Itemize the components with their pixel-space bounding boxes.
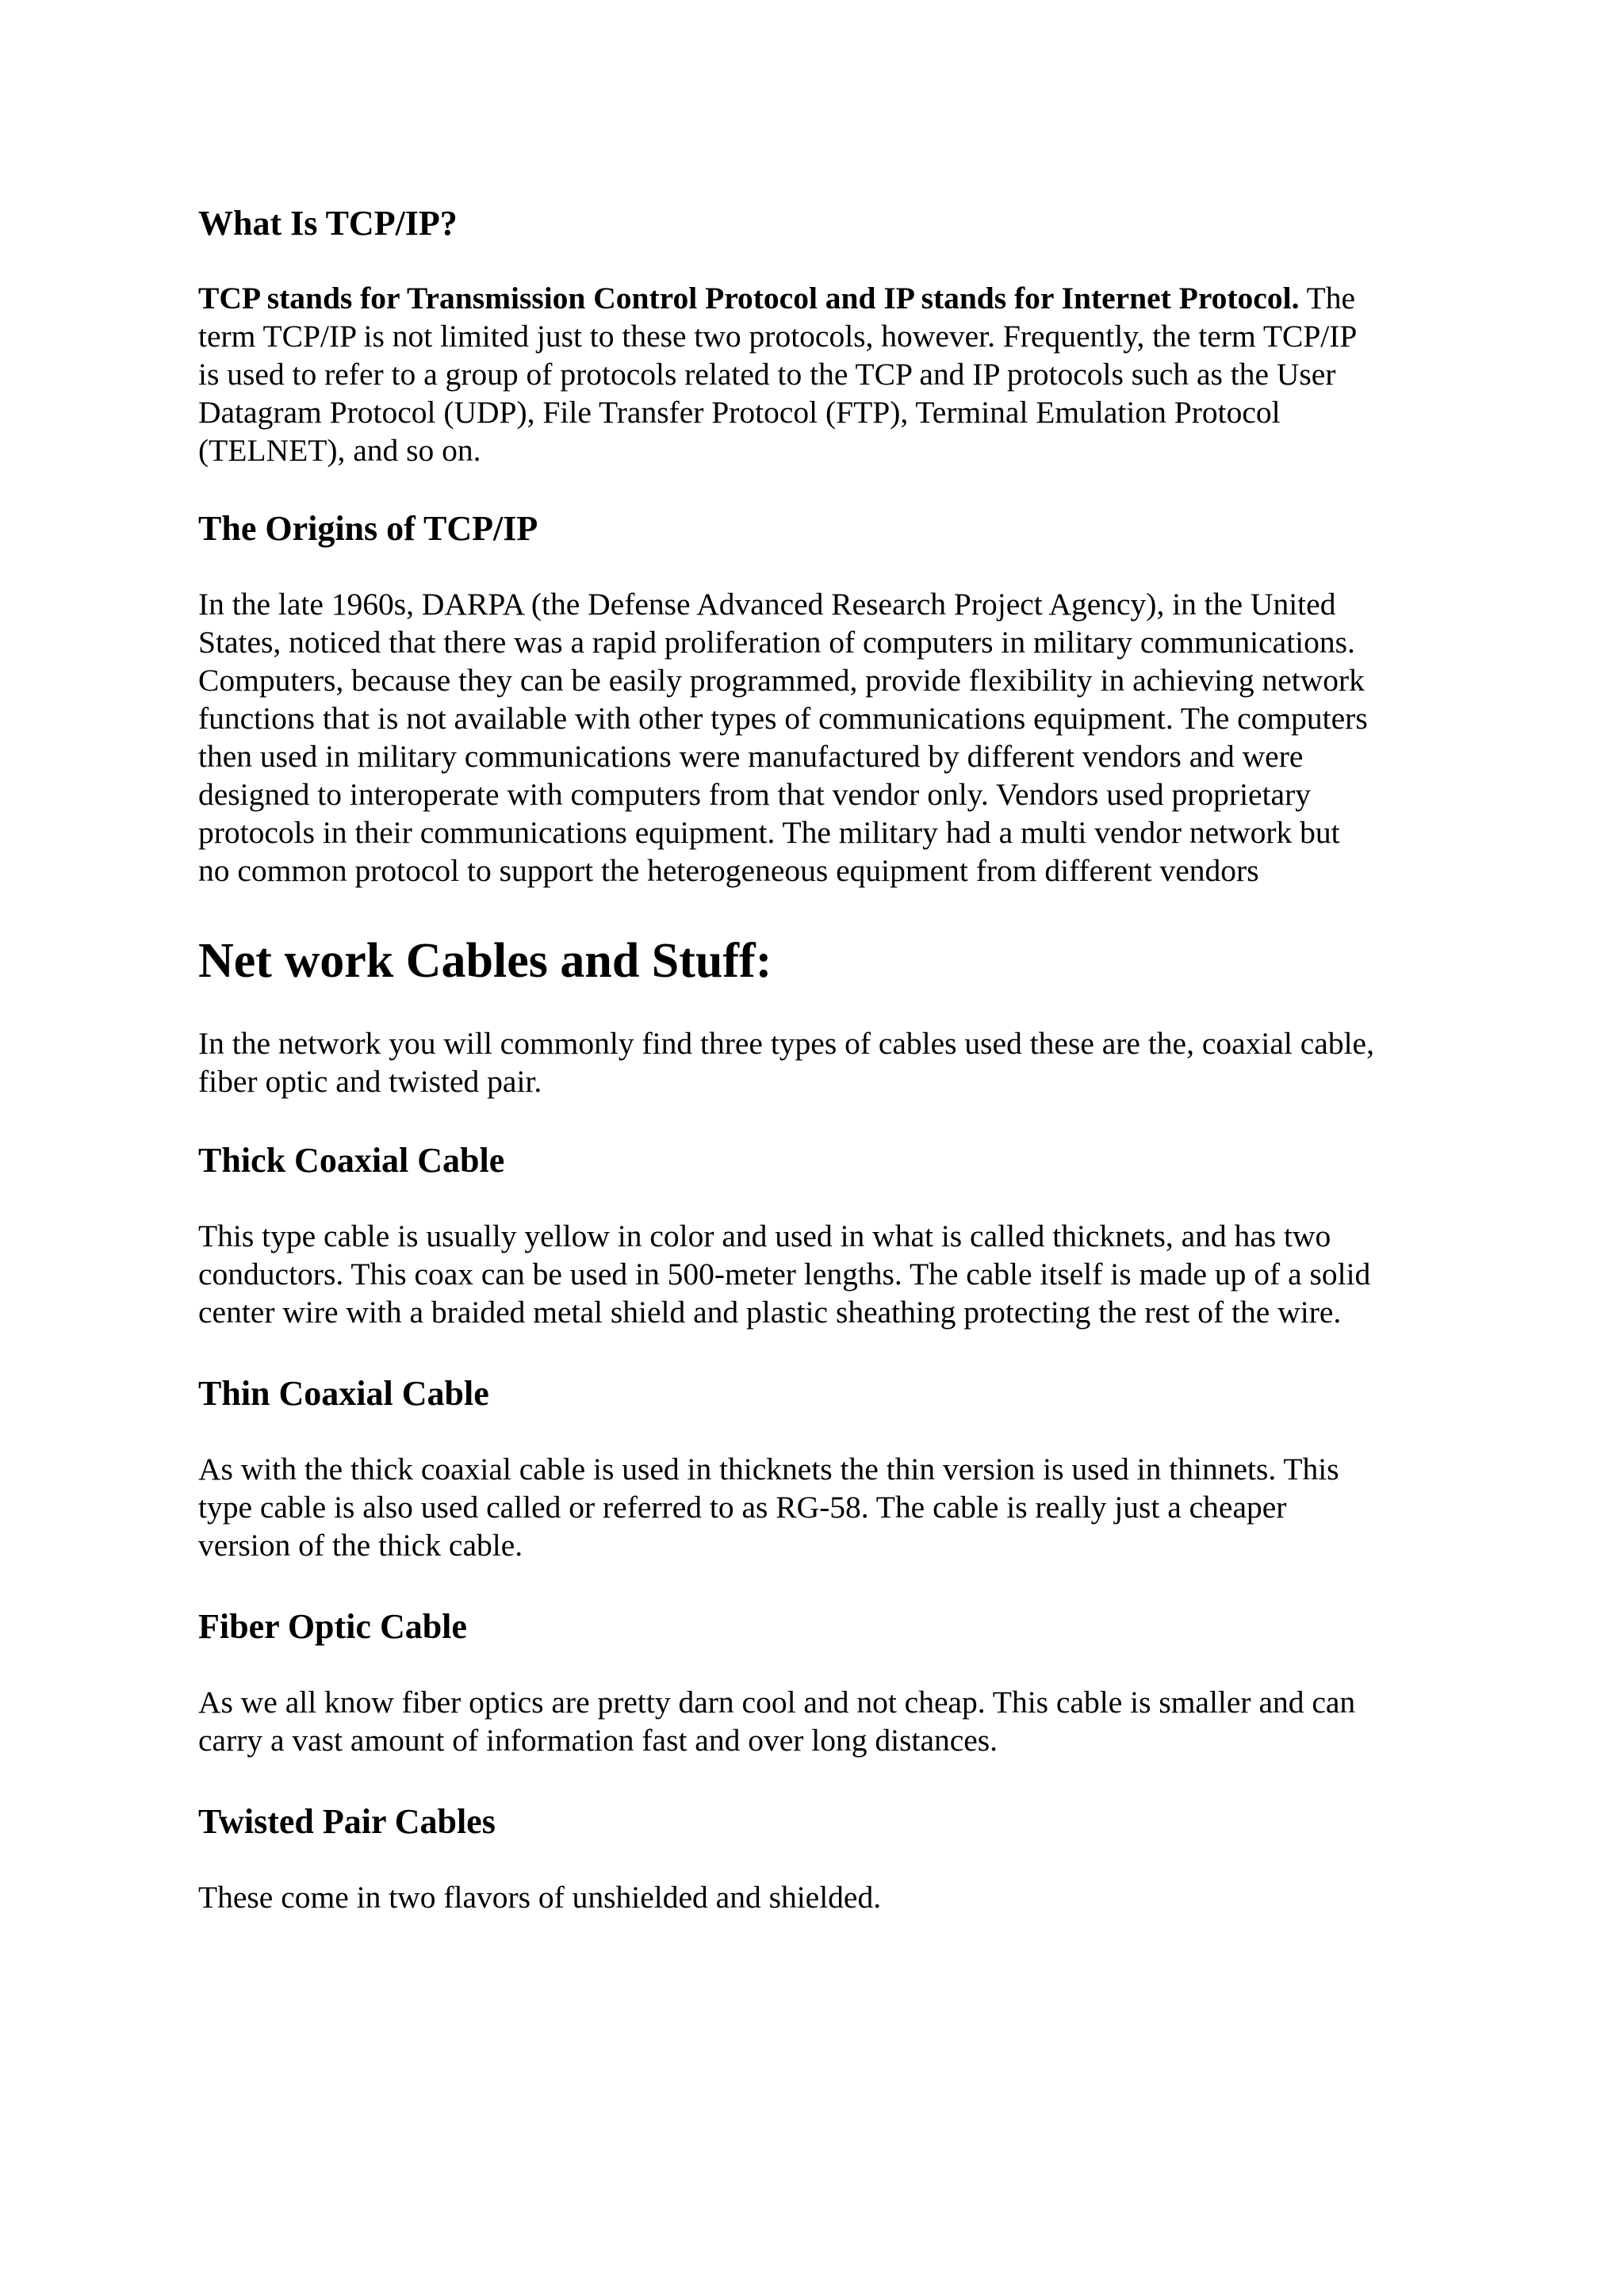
text-line: conductors. This coax can be used in 500-meter lengths. The cable itself is made up of a solid (198, 1257, 1371, 1292)
heading-fiber-optic: Fiber Optic Cable (198, 1607, 467, 1646)
text-line: States, noticed that there was a rapid proliferation of computers in military communications. (198, 625, 1355, 660)
text-line: carry a vast amount of information fast and over long distances. (198, 1723, 998, 1758)
text-line: This type cable is usually yellow in color and used in what is called thicknets, and has two (198, 1219, 1331, 1253)
text-line: term TCP/IP is not limited just to these two protocols, however. Frequently, the term TCP/IP (198, 319, 1358, 354)
heading-thin-coaxial: Thin Coaxial Cable (198, 1374, 489, 1413)
text-line: designed to interoperate with computers from that vendor only. Vendors used proprietary (198, 777, 1311, 812)
text-line: Computers, because they can be easily programmed, provide flexibility in achieving network (198, 663, 1365, 698)
paragraph-what-is-tcpip (198, 279, 1467, 469)
text-line: In the late 1960s, DARPA (the Defense Advanced Research Project Agency), in the United (198, 587, 1336, 622)
heading-network-cables: Net work Cables and Stuff: (198, 934, 772, 988)
text-fragment: The (1299, 281, 1356, 316)
text-line: These come in two flavors of unshielded and shielded. (198, 1880, 882, 1915)
text-line: functions that is not available with other types of communications equipment. The computers (198, 701, 1368, 736)
text-line: protocols in their communications equipment. The military had a multi vendor network but (198, 815, 1340, 850)
paragraph-twisted-pair (198, 1878, 1467, 1916)
text-line: Datagram Protocol (UDP), File Transfer Protocol (FTP), Terminal Emulation Protocol (198, 395, 1281, 430)
paragraph-origins (198, 585, 1467, 890)
heading-twisted-pair: Twisted Pair Cables (198, 1802, 496, 1841)
text-line: (TELNET), and so on. (198, 433, 481, 468)
text-line: no common protocol to support the heterogeneous equipment from different vendors (198, 853, 1259, 888)
text-line: As with the thick coaxial cable is used in thicknets the thin version is used in thinnets. This (198, 1452, 1339, 1487)
paragraph-network-cables (198, 1024, 1467, 1100)
paragraph-thin-coaxial (198, 1450, 1467, 1564)
text-line: is used to refer to a group of protocols related to the TCP and IP protocols such as the User (198, 357, 1336, 392)
text-line: fiber optic and twisted pair. (198, 1064, 542, 1099)
text-line: center wire with a braided metal shield and plastic sheathing protecting the rest of the wire. (198, 1295, 1342, 1330)
paragraph-fiber-optic (198, 1683, 1467, 1759)
heading-thick-coaxial: Thick Coaxial Cable (198, 1141, 505, 1180)
text-line: version of the thick cable. (198, 1528, 523, 1563)
paragraph-thick-coaxial (198, 1217, 1467, 1331)
heading-origins: The Origins of TCP/IP (198, 509, 538, 548)
bold-lead-text: TCP stands for Transmission Control Protocol and IP stands for Internet Protocol. (198, 281, 1300, 316)
text-line: then used in military communications were manufactured by different vendors and were (198, 739, 1304, 774)
heading-what-is-tcpip: What Is TCP/IP? (198, 204, 458, 243)
text-line: In the network you will commonly find three types of cables used these are the, coaxial cable, (198, 1026, 1374, 1061)
text-line: type cable is also used called or referred to as RG-58. The cable is really just a cheaper (198, 1490, 1287, 1525)
text-line: As we all know fiber optics are pretty darn cool and not cheap. This cable is smaller and can (198, 1685, 1356, 1720)
text-line (198, 279, 1467, 317)
